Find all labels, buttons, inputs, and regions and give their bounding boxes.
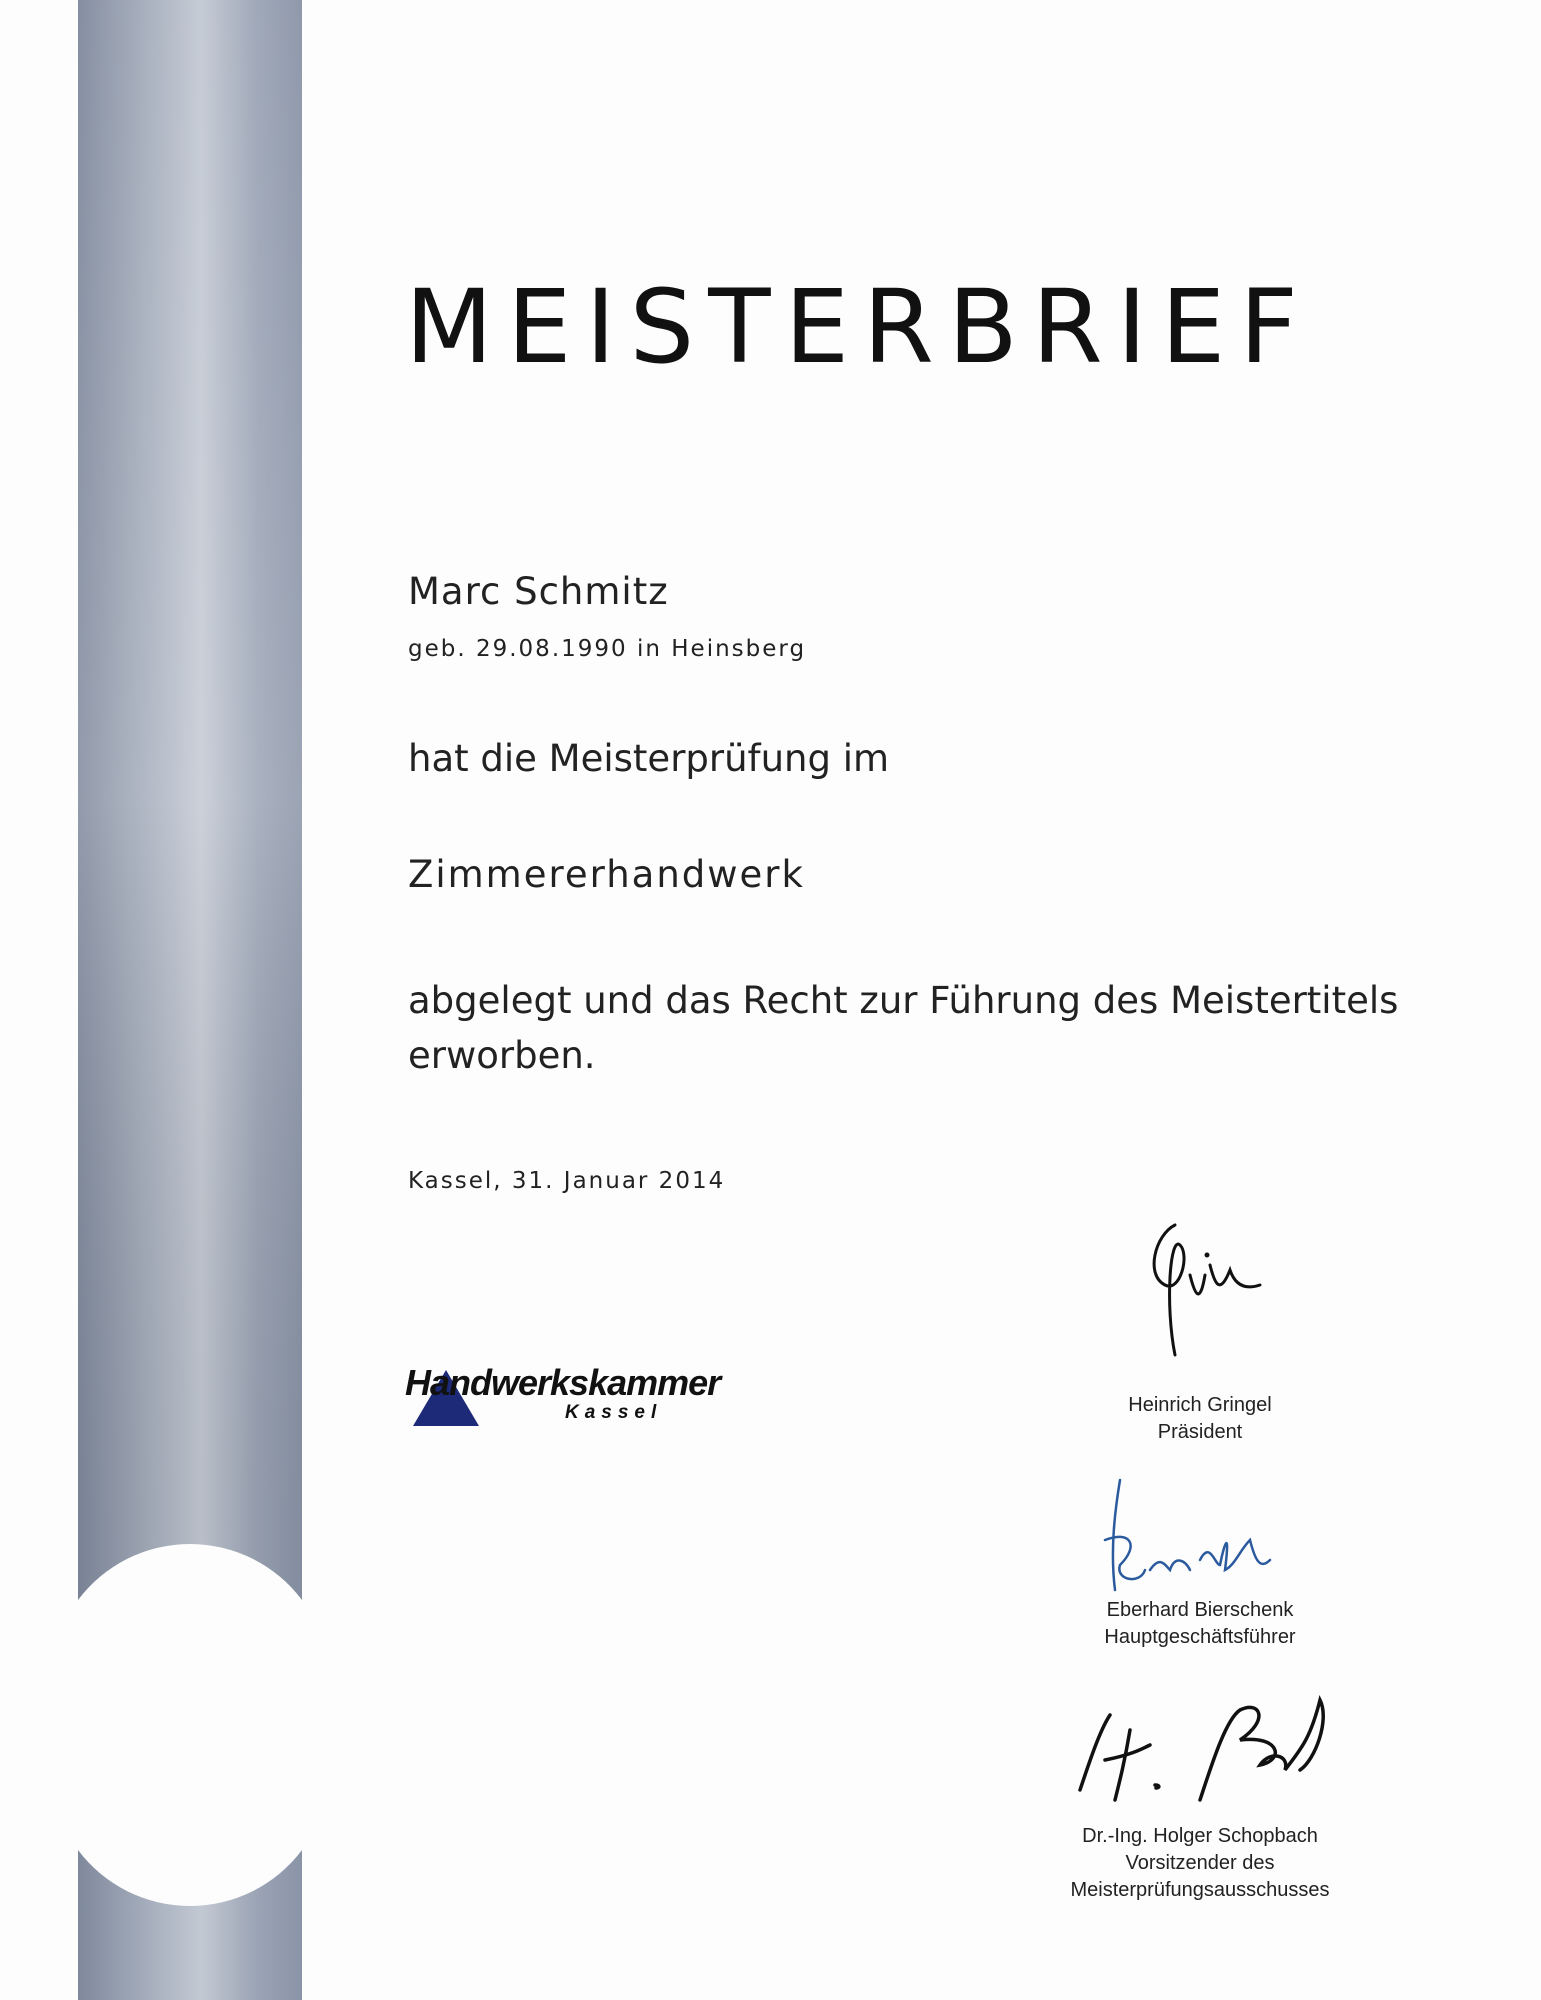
statement-rest: abgelegt und das Recht zur Führung des Meistertitels erworben. — [408, 979, 1399, 1077]
signatory-3 — [1030, 1823, 1370, 1904]
place-date: Kassel, 31. Januar 2014 — [408, 1168, 726, 1194]
signature-bierschenk — [1090, 1470, 1310, 1600]
recipient-name: Marc Schmitz — [408, 570, 669, 613]
signatory-1 — [1100, 1392, 1300, 1446]
handwerkskammer-logo — [405, 1362, 721, 1432]
birth-line: geb. 29.08.1990 in Heinsberg — [408, 636, 807, 662]
document-title: MEISTERBRIEF — [405, 268, 1312, 387]
signatory-3-role: Vorsitzender des Meisterprüfungsausschusses — [1070, 1852, 1330, 1901]
logo-city: Kassel — [565, 1402, 663, 1423]
signatory-3-name: Dr.-Ing. Holger Schopbach — [1082, 1825, 1318, 1847]
signature-schopbach — [1060, 1680, 1340, 1820]
decorative-band — [78, 0, 302, 2000]
signatory-2 — [1070, 1597, 1330, 1651]
signatory-1-role: Präsident — [1157, 1421, 1243, 1443]
signatory-1-name: Heinrich Gringel — [1128, 1394, 1272, 1416]
signatory-2-role: Hauptgeschäftsführer — [1104, 1626, 1296, 1648]
logo-word: Handwerkskammer — [405, 1362, 721, 1403]
signature-gringel — [1135, 1215, 1265, 1365]
statement-intro: hat die Meisterprüfung im — [408, 737, 890, 780]
signatory-2-name: Eberhard Bierschenk — [1106, 1599, 1294, 1621]
trade-name: Zimmererhandwerk — [408, 853, 805, 896]
